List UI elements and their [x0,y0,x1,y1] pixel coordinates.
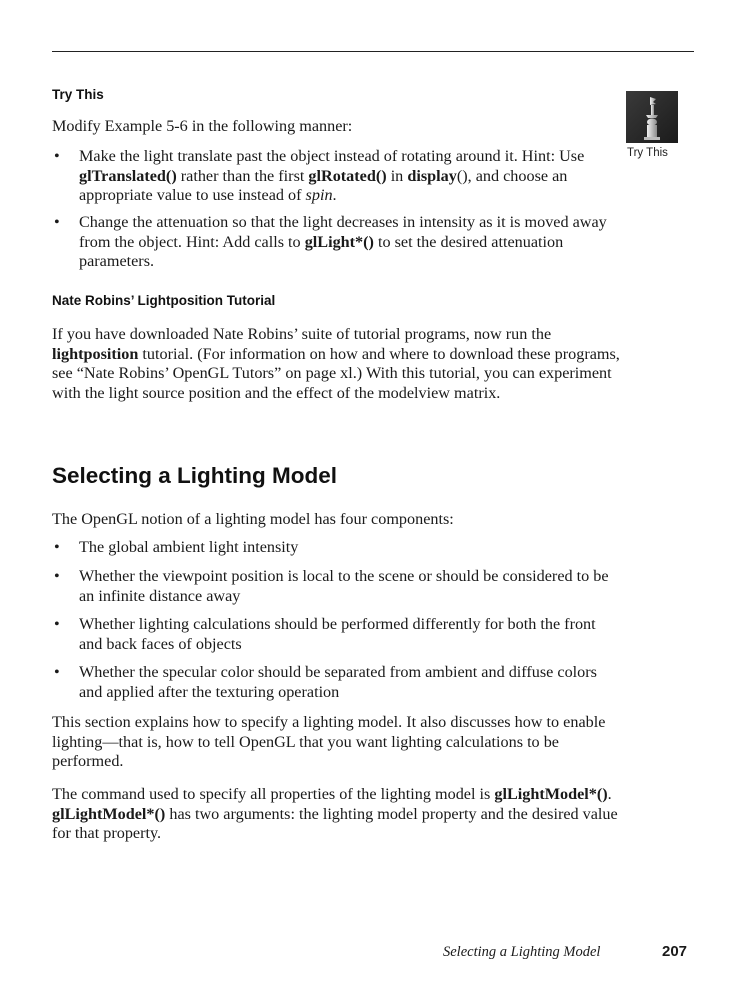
try-this-intro: Modify Example 5-6 in the following manner: [52,117,353,135]
section-intro: The OpenGL notion of a lighting model has four components: [52,510,454,528]
bullet-dot: • [54,663,60,681]
try-this-sidebar-label: Try This [627,147,668,159]
section-bullet-1 [52,538,622,558]
try-this-bullet-1 [52,147,622,206]
bullet-text: Whether the specular color should be separated from ambient and diffuse colors and applied after the texturing operation [79,663,597,701]
bullet-text: The global ambient light intensity [79,538,299,556]
bullet-dot: • [54,213,60,231]
bullet-dot: • [54,567,60,585]
section-bullet-2 [52,567,622,606]
bullet-dot: • [54,615,60,633]
bullet-dot: • [54,538,60,556]
header-rule [52,51,694,52]
bullet-dot: • [54,147,60,165]
bullet-text: Make the light translate past the object instead of rotating around it. Hint: Use glTranslated() rather than the first glRotated() in display(), and choose an appropriate value to use instead of spin. [79,147,585,204]
running-footer-title: Selecting a Lighting Model [443,944,601,960]
bullet-text: Change the attenuation so that the light decreases in intensity as it is moved away from the object. Hint: Add calls to glLight*() to set the desired attenuation parameters. [79,213,607,270]
section-paragraph-1: This section explains how to specify a lighting model. It also discusses how to enable lighting—that is, how to tell OpenGL that you want lighting calculations to be performed. [52,713,606,770]
page-number: 207 [662,943,688,960]
bullet-text: Whether lighting calculations should be performed differently for both the front and back faces of objects [79,615,596,653]
bullet-text: Whether the viewpoint position is local to the scene or should be considered to be an infinite distance away [79,567,609,605]
nate-robins-paragraph: If you have downloaded Nate Robins’ suite of tutorial programs, now run the lightposition tutorial. (For information on how and where to download these programs, see “Nate Robins’ OpenGL Tutors” on page xl.) With this tutorial, you can experiment with the light source position and the effect of the modelview matrix. [52,325,620,402]
section-heading: Selecting a Lighting Model [52,463,338,488]
section-paragraph-2: The command used to specify all properties of the lighting model is glLightModel*(). glLightModel*() has two arguments: the lighting model property and the desired value for that property. [52,785,618,842]
try-this-bullet-2 [52,213,622,272]
section-bullet-4 [52,663,622,702]
nate-robins-heading: Nate Robins’ Lightposition Tutorial [52,293,276,308]
try-this-figure-icon [626,91,678,143]
try-this-heading: Try This [52,87,104,102]
section-bullet-3 [52,615,622,654]
